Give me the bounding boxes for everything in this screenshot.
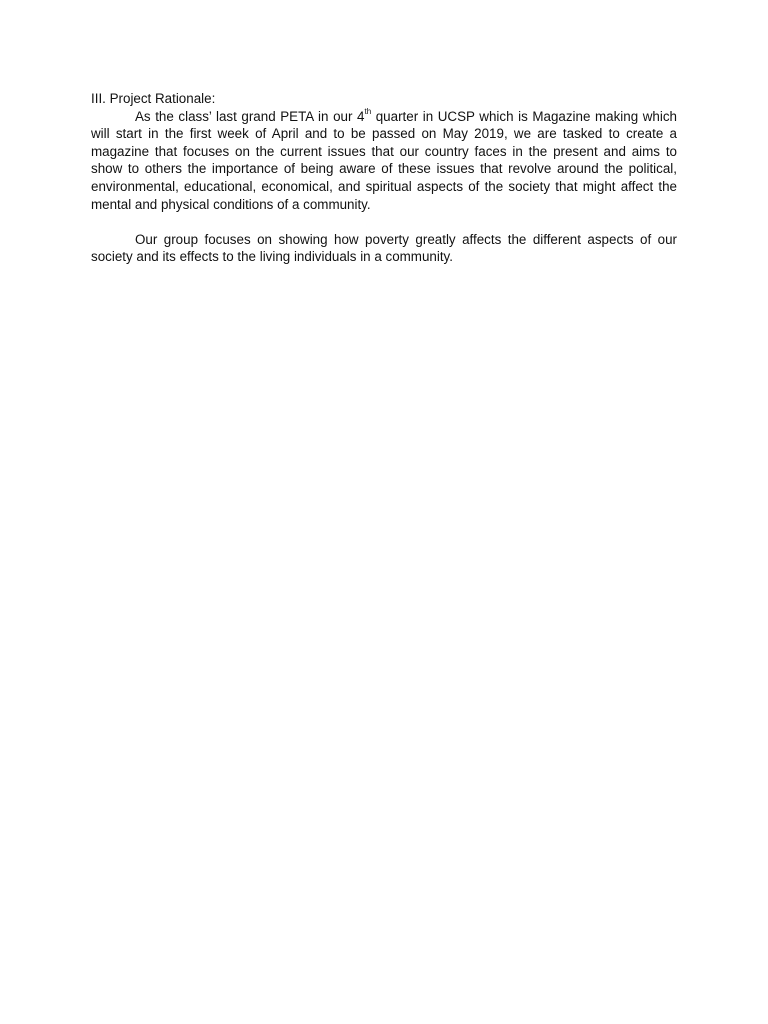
rationale-paragraph-1	[91, 108, 677, 214]
rationale-paragraph-2: Our group focuses on showing how poverty greatly affects the different aspects of our society and its effects to the living individuals in a community.	[91, 231, 677, 265]
document-body	[91, 90, 677, 266]
ordinal-superscript: th	[364, 107, 372, 117]
section-heading: III. Project Rationale:	[91, 91, 216, 106]
paragraph-1-text-end: quarter in UCSP which is Magazine making which will start in the first week of April and to be passed on May 2019, we are tasked to create a magazine that focuses on the current issues that our country faces in the present and aims to show to others the importance of being aware of these issues that revolve around the political, environmental, educational, economical, and spiritual aspects of the society that might affect the mental and physical conditions of a community.	[91, 108, 677, 212]
paragraph-1-text-start: As the class’ last grand PETA in our 4	[135, 108, 365, 124]
